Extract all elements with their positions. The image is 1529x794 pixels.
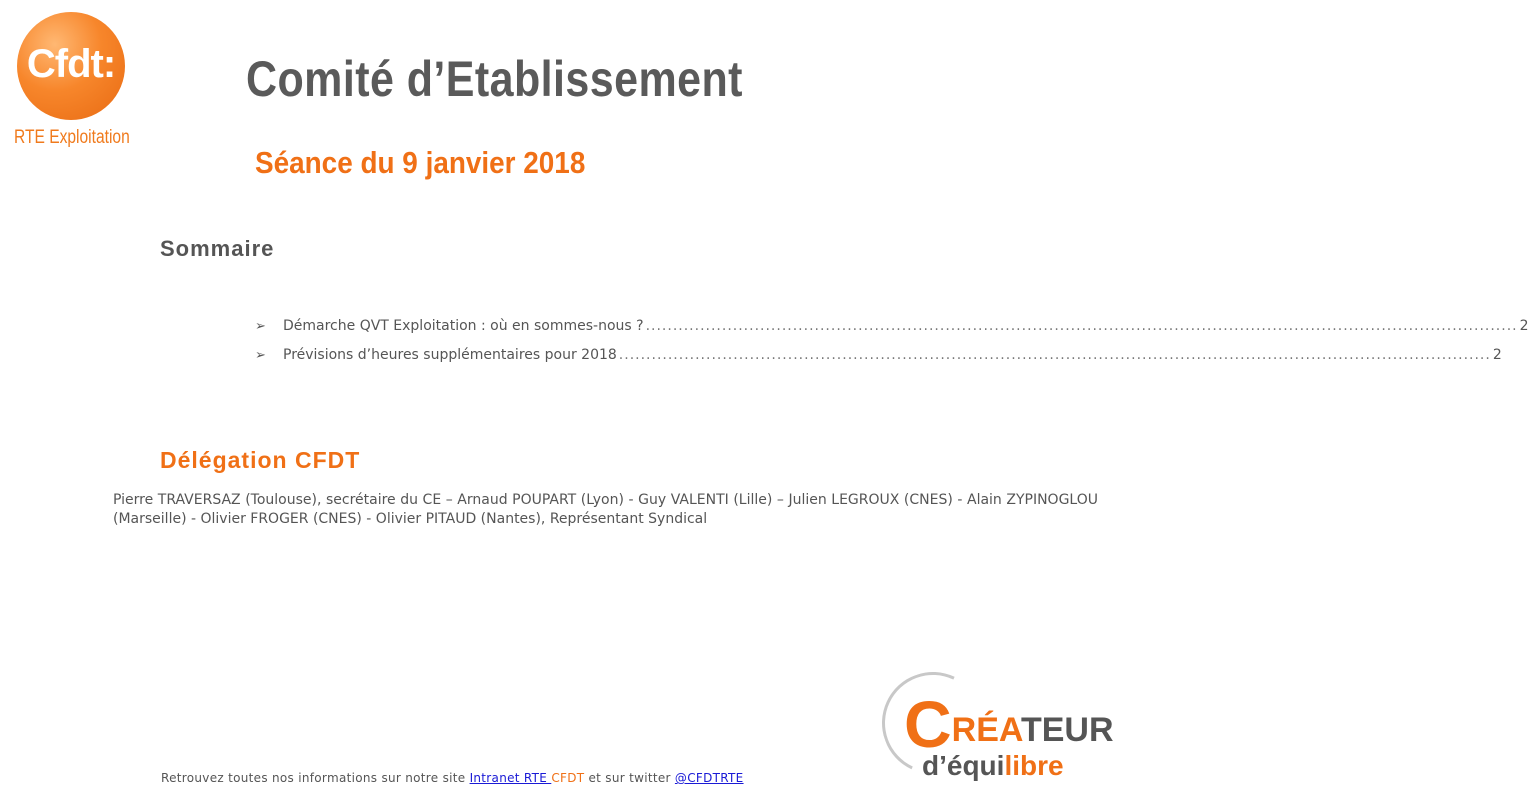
toc-item[interactable] xyxy=(255,318,1529,347)
toc-item-page: 2 xyxy=(1519,318,1529,334)
cfdt-logo xyxy=(14,12,132,157)
document-title: Comité d’Etablissement xyxy=(246,51,743,107)
toc-item-page: 2 xyxy=(1492,347,1502,363)
badge-initial: C xyxy=(904,687,952,761)
intranet-link[interactable]: Intranet RTE xyxy=(469,771,552,785)
badge-line2-start: d’équi xyxy=(922,750,1005,781)
toc-leader-dots: ................................................................................................................................................................ xyxy=(645,318,1518,334)
badge-accent: RÉA xyxy=(951,711,1021,749)
delegation-members: Pierre TRAVERSAZ (Toulouse), secrétaire du CE – Arnaud POUPART (Lyon) - Guy VALENTI (Lille) – Julien LEGROUX (CNES) - Alain ZYPINOGLOU (Marseille) - Olivier FROGER (CNES) - Olivier PITAUD (Nantes), Représentant Syndical xyxy=(113,492,1098,527)
arrow-bullet-icon: ➢ xyxy=(255,319,266,334)
badge-line2 xyxy=(922,750,1064,782)
session-date: Séance du 9 janvier 2018 xyxy=(255,145,586,180)
sommaire-heading: Sommaire xyxy=(160,236,275,261)
badge-rest: TEUR xyxy=(1020,711,1114,749)
delegation-heading: Délégation CFDT xyxy=(160,447,361,473)
twitter-link[interactable]: @CFDTRTE xyxy=(674,771,744,785)
logo-subtitle: RTE Exploitation xyxy=(14,127,130,148)
footer xyxy=(161,771,744,785)
toc-item-label: Prévisions d’heures supplémentaires pour 2018 xyxy=(283,347,617,363)
toc-item-label: Démarche QVT Exploitation : où en sommes-nous ? xyxy=(283,318,644,334)
createur-equilibre-badge xyxy=(878,668,1118,788)
toc-leader-dots: ................................................................................................................................................................ xyxy=(618,347,1491,363)
footer-prefix: Retrouvez toutes nos informations sur notre site xyxy=(161,771,470,785)
badge-line2-end: libre xyxy=(1004,750,1064,781)
toc-item[interactable] xyxy=(255,347,1502,376)
table-of-contents xyxy=(255,318,1529,376)
logo-text: Cfdt: xyxy=(26,42,116,86)
arrow-bullet-icon: ➢ xyxy=(255,348,266,363)
intranet-link-suffix: CFDT xyxy=(551,771,585,785)
footer-middle: et sur twitter xyxy=(584,771,675,785)
